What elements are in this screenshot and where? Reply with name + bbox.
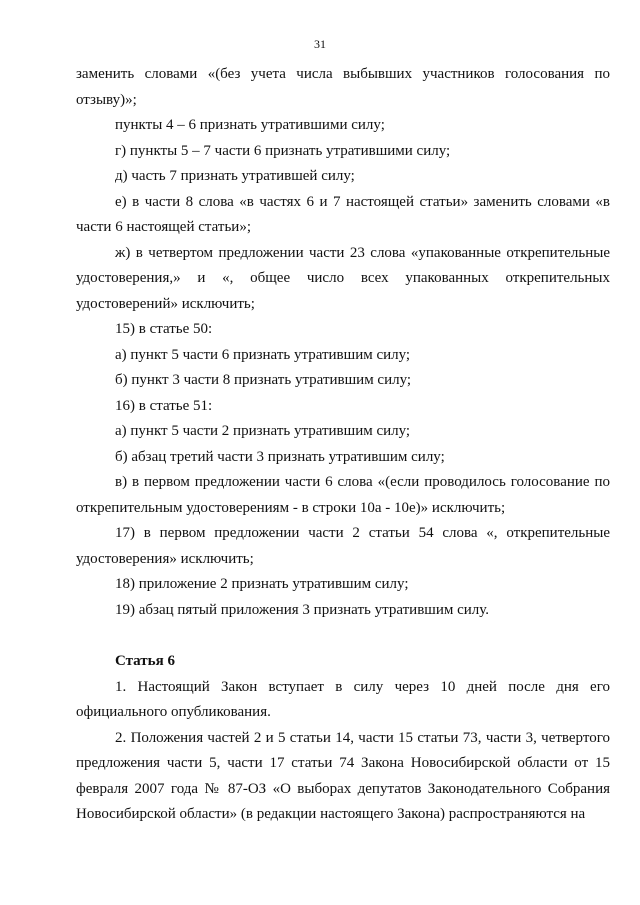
section-spacer [76, 623, 610, 649]
paragraph: д) часть 7 признать утратившей силу; [115, 168, 355, 184]
article-title: Статья 6 [115, 653, 175, 669]
paragraph: 17) в первом предложении части 2 статьи 54 слова «, открепительные удостоверения» исключить; [76, 525, 610, 567]
paragraph: 18) приложение 2 признать утратившим силу; [115, 576, 409, 592]
paragraph: б) пункт 3 части 8 признать утратившим силу; [115, 372, 412, 388]
paragraph: б) абзац третий части 3 признать утратившим силу; [115, 448, 445, 465]
paragraph: 16) в статье 51: [115, 397, 213, 414]
paragraph: а) пункт 5 части 6 признать утратившим силу; [115, 346, 411, 363]
page-number: 31 [314, 37, 326, 51]
paragraph: г) пункты 5 – 7 части 6 признать утратившими силу; [115, 142, 451, 159]
document-body [76, 62, 610, 828]
paragraph: 15) в статье 50: [115, 321, 213, 337]
paragraph: пункты 4 – 6 признать утратившими силу; [115, 117, 385, 133]
paragraph: в) в первом предложении части 6 слова «(если проводилось голосование по открепительным удостоверениям - в строки 10а - 10е)» исключить; [76, 474, 610, 516]
paragraph: ж) в четвертом предложении части 23 слова «упакованные открепительные удостоверения,» и «, общее число всех упакованных открепительных удостоверений» исключить; [76, 244, 610, 312]
article-paragraph: 1. Настоящий Закон вступает в силу через 10 дней после дня его официального опубликования. [76, 678, 610, 720]
paragraph: а) пункт 5 части 2 признать утратившим силу; [115, 423, 411, 439]
article-paragraph: 2. Положения частей 2 и 5 статьи 14, части 15 статьи 73, части 3, четвертого предложения части 5, части 17 статьи 74 Закона Новосибирской области от 15 февраля 2007 года № 87-ОЗ «О выборах депутатов Законодательного Собрания Новосибирской области» (в редакции настоящего Закона) распространяются на [76, 729, 610, 822]
paragraph: заменить словами «(без учета числа выбывших участников голосования по отзыву)»; [76, 66, 610, 108]
paragraph: 19) абзац пятый приложения 3 признать утратившим силу. [115, 601, 490, 618]
paragraph: е) в части 8 слова «в частях 6 и 7 настоящей статьи» заменить словами «в части 6 настоящей статьи»; [76, 193, 610, 235]
